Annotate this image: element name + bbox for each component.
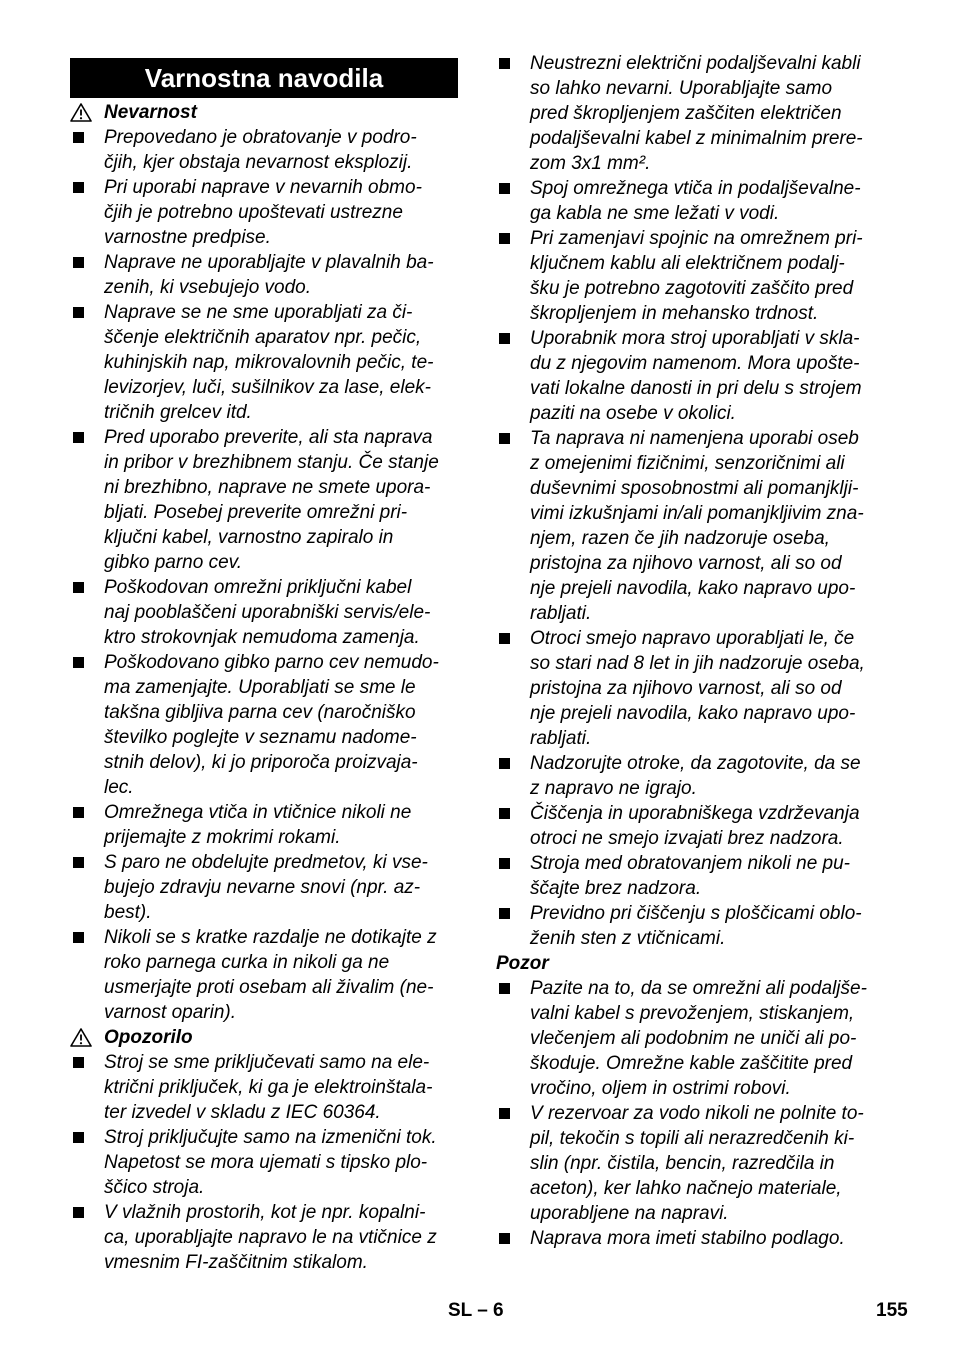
list-item-text: otroci ne smejo izvajati brez nadzora. (530, 828, 844, 849)
list-item (496, 851, 890, 901)
list-item-text: z napravo ne igrajo. (530, 778, 697, 799)
left-items (70, 100, 462, 1275)
list-item-text: Naprava mora imeti stabilno podlago. (530, 1228, 845, 1249)
list-item-text: zenih, ki vsebujejo vodo. (104, 277, 312, 298)
list-item-line (70, 750, 462, 775)
bullet-square-icon (73, 932, 84, 943)
list-item (70, 575, 462, 650)
list-item-line (70, 325, 462, 350)
list-item-text: rabljati. (530, 603, 592, 624)
list-item-line (70, 875, 462, 900)
bullet-square-icon (499, 233, 510, 244)
warning-icon (70, 1028, 92, 1047)
section-heading (70, 1025, 462, 1050)
list-item-line (496, 851, 890, 876)
list-item-line (496, 1176, 890, 1201)
list-item-line (496, 101, 890, 126)
bullet-square-icon (499, 58, 510, 69)
list-item-text: ni brezhibno, naprave ne smete upora- (104, 477, 431, 498)
list-item-line (70, 900, 462, 925)
page-number: 155 (876, 1300, 908, 1321)
list-item-line (70, 1125, 462, 1150)
list-item-text: ključnem kablu ali električnem podalj- (530, 253, 845, 274)
list-item-line (70, 200, 462, 225)
list-item (496, 51, 890, 176)
list-item-line (70, 800, 462, 825)
list-item-text: Pri uporabi naprave v nevarnih obmo- (104, 177, 422, 198)
list-item-line (496, 251, 890, 276)
list-item (496, 751, 890, 801)
list-item-text: S paro ne obdelujte predmetov, ki vse- (104, 852, 428, 873)
list-item-text: vročino, oljem in ostrimi robovi. (530, 1078, 791, 1099)
list-item-line (70, 400, 462, 425)
list-item-line (70, 850, 462, 875)
list-item-text: ključni kabel, varnostno zapiralo in (104, 527, 394, 548)
list-item-line (496, 151, 890, 176)
list-item-text: usmerjajte proti osebam ali živalim (ne- (104, 977, 434, 998)
list-item-line (496, 451, 890, 476)
bullet-square-icon (499, 758, 510, 769)
list-item-line (496, 1151, 890, 1176)
list-item-line (496, 801, 890, 826)
list-item-text: Nikoli se s kratke razdalje ne dotikajte z (104, 927, 437, 948)
bullet-square-icon (73, 257, 84, 268)
list-item-line (70, 175, 462, 200)
list-item-line (496, 1001, 890, 1026)
list-item-text: Stroj se sme priključevati samo na ele- (104, 1052, 430, 1073)
list-item-line (496, 226, 890, 251)
list-item-line (496, 1076, 890, 1101)
list-item-text: pil, tekočin s topili ali nerazredčenih ki- (530, 1128, 855, 1149)
bullet-square-icon (499, 433, 510, 444)
list-item-text: lec. (104, 777, 134, 798)
list-item-line (496, 551, 890, 576)
list-item-text: levizorjev, luči, sušilnikov za lase, elek- (104, 377, 431, 398)
list-item-text: ženih sten z vtičnicami. (530, 928, 726, 949)
list-item (496, 901, 890, 951)
list-item (70, 1200, 462, 1275)
list-item-text: njem, razen če jih nadzoruje oseba, (530, 528, 830, 549)
list-item-line (70, 925, 462, 950)
list-item-line (70, 525, 462, 550)
list-item-line (496, 826, 890, 851)
list-item-text: ktro strokovnjak nemudoma zamenja. (104, 627, 420, 648)
list-item-line (70, 625, 462, 650)
list-item-text: slin (npr. čistila, bencin, razredčila in (530, 1153, 835, 1174)
list-item-text: bujejo zdravju nevarne snovi (npr. az- (104, 877, 421, 898)
list-item-line (70, 675, 462, 700)
list-item-text: vati lokalne danosti in pri delu s strojem (530, 378, 862, 399)
list-item-text: Pri zamenjavi spojnic na omrežnem pri- (530, 228, 863, 249)
list-item-text: podaljševalni kabel z minimalnim prere- (530, 128, 863, 149)
list-item-text: Omrežnega vtiča in vtičnice nikoli ne (104, 802, 412, 823)
list-item-line (70, 1000, 462, 1025)
list-item-text: nje prejeli navodila, kako napravo upo- (530, 703, 856, 724)
list-item-line (70, 125, 462, 150)
bullet-square-icon (73, 657, 84, 668)
list-item-line (70, 225, 462, 250)
list-item-line (70, 350, 462, 375)
list-item-text: šku je potrebno zagotoviti zaščito pred (530, 278, 854, 299)
page-title: Varnostna navodila (70, 58, 458, 98)
list-item-text: Čiščenja in uporabniškega vzdrževanja (530, 803, 860, 824)
list-item-line (496, 601, 890, 626)
list-item-text: Previdno pri čiščenju s ploščicami oblo- (530, 903, 862, 924)
warning-icon (70, 103, 92, 122)
list-item-text: ma zamenjajte. Uporabljati se sme le (104, 677, 416, 698)
list-item (70, 125, 462, 175)
list-item-line (70, 1175, 462, 1200)
list-item-line (70, 575, 462, 600)
list-item-text: vlečenjem ali podobnim ne uniči ali po- (530, 1028, 857, 1049)
list-item-text: Spoj omrežnega vtiča in podaljševalne- (530, 178, 861, 199)
bullet-square-icon (499, 983, 510, 994)
list-item-text: Nadzorujte otroke, da zagotovite, da se (530, 753, 861, 774)
list-item-line (496, 876, 890, 901)
list-item (70, 925, 462, 1025)
list-item-line (70, 825, 462, 850)
list-item-text: ščajte brez nadzora. (530, 878, 702, 899)
list-item-text: številko poglejte v seznamu nadome- (104, 727, 417, 748)
bullet-square-icon (499, 808, 510, 819)
bullet-square-icon (73, 857, 84, 868)
list-item-text: čjih je potrebno upoštevati ustrezne (104, 202, 403, 223)
bullet-square-icon (73, 132, 84, 143)
list-item-text: paziti na osebe v okolici. (530, 403, 736, 424)
list-item-text: pred škropljenjem zaščiten električen (530, 103, 842, 124)
list-item-text: Neustrezni električni podaljševalni kabli (530, 53, 861, 74)
list-item (496, 326, 890, 426)
list-item-text: best). (104, 902, 152, 923)
list-item-text: valni kabel s prevoženjem, stiskanjem, (530, 1003, 855, 1024)
list-item-text: Poškodovan omrežni priključni kabel (104, 577, 412, 598)
list-item-text: Pazite na to, da se omrežni ali podaljše- (530, 978, 867, 999)
list-item-text: Uporabnik mora stroj uporabljati v skla- (530, 328, 860, 349)
list-item-text: varnost oparin). (104, 1002, 237, 1023)
list-item-text: prijemajte z mokrimi rokami. (104, 827, 341, 848)
list-item-line (496, 1026, 890, 1051)
list-item-text: aceton), ker lahko načnejo materiale, (530, 1178, 842, 1199)
list-item-line (496, 526, 890, 551)
list-item-text: so stari nad 8 let in jih nadzoruje oseba, (530, 653, 865, 674)
list-item-text: škoduje. Omrežne kable zaščitite pred (530, 1053, 853, 1074)
list-item-line (70, 600, 462, 625)
list-item-line (70, 425, 462, 450)
list-item-line (496, 176, 890, 201)
list-item-line (496, 376, 890, 401)
list-item-line (496, 626, 890, 651)
list-item (70, 300, 462, 425)
list-item-line (70, 1075, 462, 1100)
list-item-line (496, 301, 890, 326)
list-item-line (496, 701, 890, 726)
list-item (496, 1101, 890, 1226)
list-item-line (496, 401, 890, 426)
section-heading-text: Opozorilo (104, 1027, 193, 1048)
list-item-text: Napetost se mora ujemati s tipsko plo- (104, 1152, 428, 1173)
list-item-line (496, 1051, 890, 1076)
bullet-square-icon (499, 633, 510, 644)
list-item-line (70, 475, 462, 500)
bullet-square-icon (499, 908, 510, 919)
list-item-text: ga kabla ne sme ležati v vodi. (530, 203, 780, 224)
section-heading-text: Pozor (496, 953, 549, 974)
section-heading (70, 100, 462, 125)
list-item-text: z omejenimi fizičnimi, senzoričnimi ali (530, 453, 845, 474)
list-item-text: Pred uporabo preverite, ali sta naprava (104, 427, 433, 448)
list-item (496, 176, 890, 226)
list-item-line (496, 676, 890, 701)
list-item-line (70, 775, 462, 800)
list-item-line (70, 300, 462, 325)
list-item-text: bljati. Posebej preverite omrežni pri- (104, 502, 408, 523)
list-item-text: Naprave ne uporabljajte v plavalnih ba- (104, 252, 434, 273)
list-item-text: V vlažnih prostorih, kot je npr. kopalni- (104, 1202, 426, 1223)
list-item-line (70, 150, 462, 175)
list-item-line (70, 550, 462, 575)
list-item-line (70, 275, 462, 300)
list-item-text: ter izvedel v skladu z IEC 60364. (104, 1102, 381, 1123)
list-item (70, 1125, 462, 1200)
list-item-text: duševnimi sposobnostmi ali pomanjklji- (530, 478, 859, 499)
list-item-text: rabljati. (530, 728, 592, 749)
list-item-text: škropljenjem in mehansko trdnost. (530, 303, 819, 324)
bullet-square-icon (499, 1233, 510, 1244)
list-item-line (496, 76, 890, 101)
bullet-square-icon (73, 807, 84, 818)
list-item-line (70, 1250, 462, 1275)
list-item (496, 976, 890, 1101)
list-item-text: tričnih grelcev itd. (104, 402, 252, 423)
list-item-line (496, 126, 890, 151)
footer-section: SL – 6 (448, 1300, 504, 1321)
list-item (70, 800, 462, 850)
list-item (496, 626, 890, 751)
list-item-text: Naprave se ne sme uporabljati za či- (104, 302, 413, 323)
list-item (496, 426, 890, 626)
list-item-line (70, 1150, 462, 1175)
list-item-text: vmesnim FI-zaščitnim stikalom. (104, 1252, 368, 1273)
list-item-text: ktrični priključek, ki ga je elektroinštala- (104, 1077, 433, 1098)
bullet-square-icon (73, 432, 84, 443)
list-item-line (70, 375, 462, 400)
bullet-square-icon (73, 307, 84, 318)
list-item-line (70, 500, 462, 525)
list-item-text: ščico stroja. (104, 1177, 205, 1198)
list-item-line (496, 901, 890, 926)
bullet-square-icon (499, 858, 510, 869)
list-item-text: kuhinjskih nap, mikrovalovnih pečic, te- (104, 352, 434, 373)
list-item (496, 801, 890, 851)
list-item-text: varnostne predpise. (104, 227, 271, 248)
list-item (70, 1050, 462, 1125)
list-item (496, 1226, 890, 1251)
bullet-square-icon (73, 1057, 84, 1068)
list-item-text: Poškodovano gibko parno cev nemudo- (104, 652, 439, 673)
list-item-text: pristojna za njihovo varnost, ali so od (530, 678, 842, 699)
list-item-line (496, 776, 890, 801)
list-item-line (70, 1050, 462, 1075)
list-item-line (70, 1225, 462, 1250)
list-item-text: du z njegovim namenom. Mora upošte- (530, 353, 860, 374)
list-item (70, 250, 462, 300)
list-item-line (496, 51, 890, 76)
list-item-text: Ta naprava ni namenjena uporabi oseb (530, 428, 859, 449)
list-item (70, 425, 462, 575)
bullet-square-icon (499, 1108, 510, 1119)
list-item-text: Otroci smejo napravo uporabljati le, če (530, 628, 855, 649)
list-item-line (70, 450, 462, 475)
list-item-line (496, 476, 890, 501)
list-item-text: vimi izkušnjami in/ali pomanjkljivim zna- (530, 503, 864, 524)
list-item-text: takšna gibljiva parna cev (naročniško (104, 702, 416, 723)
list-item-line (496, 926, 890, 951)
list-item-text: ščenje električnih aparatov npr. pečic, (104, 327, 422, 348)
list-item (70, 650, 462, 800)
bullet-square-icon (73, 182, 84, 193)
list-item-line (496, 651, 890, 676)
section-heading-text: Nevarnost (104, 102, 197, 123)
list-item-line (70, 1200, 462, 1225)
bullet-square-icon (499, 183, 510, 194)
list-item-text: pristojna za njihovo varnost, ali so od (530, 553, 842, 574)
list-item-line (70, 950, 462, 975)
right-items (496, 51, 890, 1251)
list-item-text: Stroj priključujte samo na izmenični tok. (104, 1127, 437, 1148)
list-item-line (496, 426, 890, 451)
list-item-text: uporabljene na napravi. (530, 1203, 729, 1224)
list-item-text: roko parnega curka in nikoli ga ne (104, 952, 390, 973)
list-item-text: naj pooblaščeni uporabniški servis/ele- (104, 602, 431, 623)
list-item-line (496, 326, 890, 351)
list-item-text: stnih delov), ki jo priporoča proizvaja- (104, 752, 418, 773)
list-item-line (496, 751, 890, 776)
bullet-square-icon (499, 333, 510, 344)
list-item-text: Stroja med obratovanjem nikoli ne pu- (530, 853, 851, 874)
list-item-line (496, 576, 890, 601)
list-item-text: čjih, kjer obstaja nevarnost eksplozij. (104, 152, 413, 173)
bullet-square-icon (73, 1207, 84, 1218)
list-item-text: ca, uporabljajte napravo le na vtičnice z (104, 1227, 437, 1248)
list-item (496, 226, 890, 326)
list-item-line (70, 1100, 462, 1125)
bullet-square-icon (73, 1132, 84, 1143)
list-item-line (70, 700, 462, 725)
list-item-line (496, 201, 890, 226)
bullet-square-icon (73, 582, 84, 593)
list-item-line (496, 501, 890, 526)
list-item-line (496, 351, 890, 376)
section-heading (496, 951, 890, 976)
list-item-text: gibko parno cev. (104, 552, 243, 573)
list-item-line (496, 1201, 890, 1226)
list-item-line (496, 276, 890, 301)
list-item-line (70, 250, 462, 275)
list-item-line (496, 1101, 890, 1126)
list-item-line (496, 726, 890, 751)
list-item-line (70, 975, 462, 1000)
list-item-line (496, 1226, 890, 1251)
list-item-text: nje prejeli navodila, kako napravo upo- (530, 578, 856, 599)
list-item-line (496, 976, 890, 1001)
list-item-line (496, 1126, 890, 1151)
list-item-line (70, 725, 462, 750)
list-item-text: so lahko nevarni. Uporabljajte samo (530, 78, 833, 99)
list-item-text: in pribor v brezhibnem stanju. Če stanje (104, 452, 439, 473)
list-item-text: V rezervoar za vodo nikoli ne polnite to- (530, 1103, 864, 1124)
list-item-text: zom 3x1 mm². (530, 153, 651, 174)
list-item (70, 175, 462, 250)
list-item-text: Prepovedano je obratovanje v podro- (104, 127, 417, 148)
list-item-line (70, 650, 462, 675)
list-item (70, 850, 462, 925)
